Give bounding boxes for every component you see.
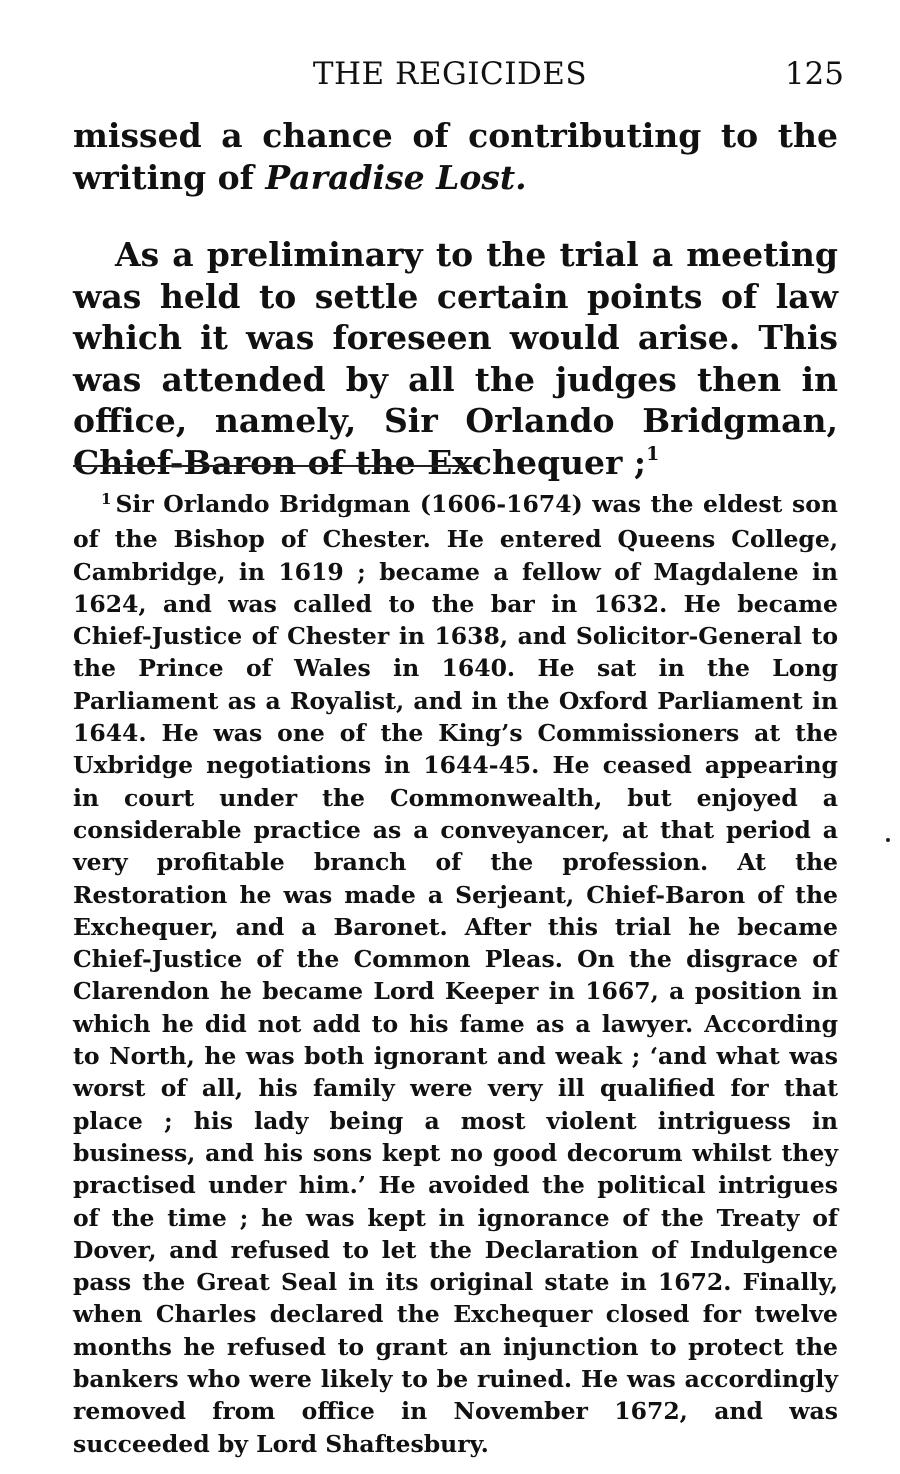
footnote-section (73, 488, 838, 1460)
print-speck (886, 838, 890, 842)
book-title-italic: Paradise Lost. (265, 157, 527, 197)
footnote-1-text: Sir Orlando Bridgman (1606-1674) was the eldest son of the Bishop of Chester. He entered Queens College, Cambridge, in 1619 ; became a fellow of Magdalene in 1624, and was called to the bar in 1632. He became Chief-Justice of Chester in 1638, and Solicitor-General to the Prince of Wales in 1640. He sat in the Long Parliament as a Royalist, and in the Oxford Parliament in 1644. He was one of the King’s Commissioners at the Uxbridge negotiations in 1644-45. He ceased appearing in court under the Commonwealth, but enjoyed a considerable practice as a conveyancer, at that period a very profitable branch of the profession. At the Restoration he was made a Serjeant, Chief-Baron of the Exchequer, and a Baronet. After this trial he became Chief-Justice of the Common Pleas. On the disgrace of Clarendon he became Lord Keeper in 1667, a position in which he did not add to his fame as a lawyer. According to North, he was both ignorant and weak ; ‘and what was worst of all, his family were very ill qualified for that place ; his lady being a most violent intriguess in business, and his sons kept no good decorum whilst they practised under him.’ He avoided the political intrigues of the time ; he was kept in ignorance of the Treaty of Dover, and refused to let the Declaration of Indulgence pass the Great Seal in its original state in 1672. Finally, when Charles declared the Exchequer closed for twelve months he refused to grant an injunction to protect the bankers who were likely to be ruined. He was accordingly removed from office in November 1672, and was succeeded by Lord Shaftesbury. (73, 490, 838, 1458)
running-head: THE REGICIDES (312, 56, 588, 92)
main-text (73, 115, 838, 483)
paragraph-1 (73, 115, 838, 198)
footnote-mark: 1 (101, 490, 112, 508)
footnote-reference[interactable]: 1 (646, 442, 660, 465)
page-number: 125 (784, 56, 844, 92)
footnote-divider (73, 465, 481, 467)
paragraph-2 (73, 234, 838, 483)
paragraph-1-text: missed a chance of contributing to the writing of (73, 116, 838, 197)
page-header (0, 52, 900, 96)
footnote-1 (73, 488, 838, 1460)
paragraph-2-text: As a preliminary to the trial a meeting was held to settle certain points of law which it was foreseen would arise. This was attended by all the judges then in office, namely, Sir Orlando Bridgman, Chief-Baron of the Exchequer ; (73, 235, 838, 482)
